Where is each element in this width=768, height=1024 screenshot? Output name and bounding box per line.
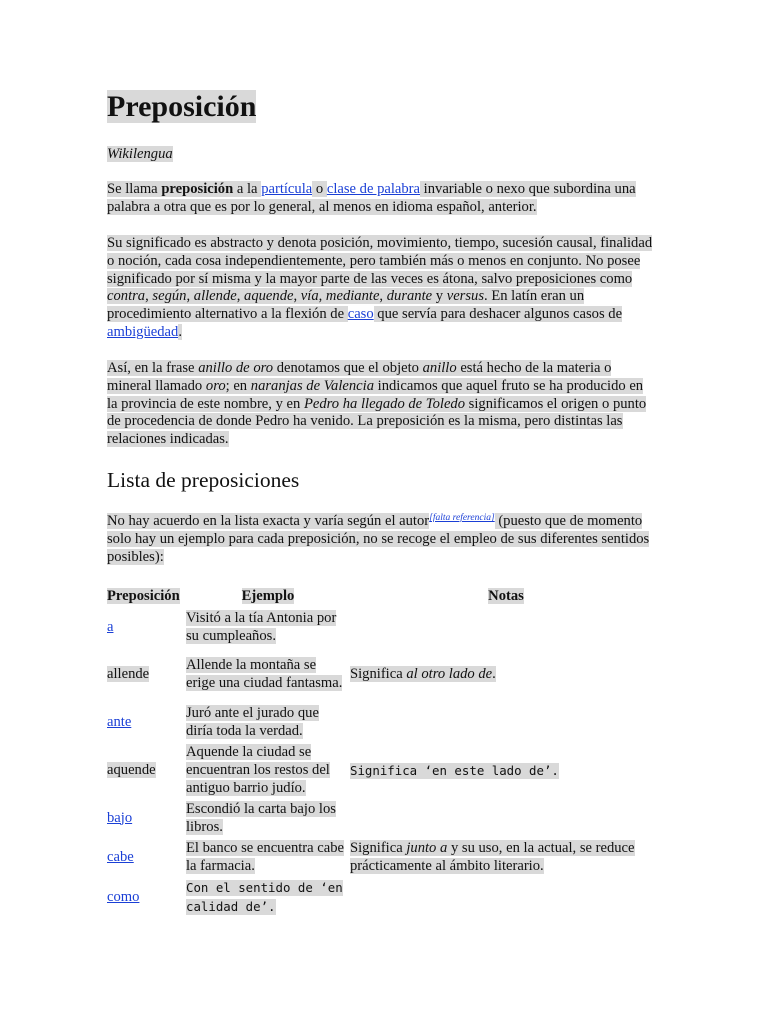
example-text: Con el sentido de ‘en calidad de’. (186, 880, 343, 914)
header-ejemplo: Ejemplo (241, 588, 295, 605)
examples-paragraph: Así, en la frase anillo de oro denotamos que el objeto anillo está hecho de la materia o mineral llamado oro; en naranjas de Valencia indicamos que aquel fruto se ha producido en la provincia de este nombre, y en Pedro ha llegado de Toledo significamos el origen o punto de procedencia de donde Pedro ha venido. La preposición es la misma, pero distintas las relaciones indicadas. (107, 360, 647, 448)
table-row (107, 608, 662, 647)
table-row (107, 878, 662, 918)
table-row (107, 703, 662, 743)
term-preposicion: preposición (161, 181, 234, 197)
example-text: Escondió la carta bajo los libros. (186, 800, 336, 835)
table-row (107, 838, 662, 878)
source-subtitle: Wikilengua (107, 146, 173, 162)
prep-link-cabe[interactable]: cabe (107, 849, 134, 866)
example-text: Juró ante el jurado que diría toda la verdad. (186, 705, 319, 739)
prep-text-allende: allende (107, 666, 150, 683)
prep-link-bajo[interactable]: bajo (107, 809, 133, 826)
example-text: El banco se encuentra cabe la farmacia. (186, 840, 345, 874)
header-notas: Notas (488, 588, 524, 605)
page-title: Preposición (107, 90, 257, 123)
meaning-paragraph: Su significado es abstracto y denota posición, movimiento, tiempo, sucesión causal, finalidad o noción, cada cosa independientemente, pero también más o menos en conjunto. No posee significado por sí misma y la mayor parte de las veces es átona, salvo preposiciones como contra, según, allende, aquende, vía, mediante, durante y versus. En latín eran un procedimiento alternativo a la flexión de caso que servía para deshacer algunos casos de ambigüedad. (107, 235, 653, 340)
link-caso[interactable]: caso (347, 306, 374, 323)
example-text: Allende la montaña se erige una ciudad fantasma. (186, 657, 343, 691)
intro-paragraph: Se llama preposición a la partícula o clase de palabra invariable o nexo que subordina una palabra a otra que es por lo general, al menos en idioma español, anterior. (107, 181, 636, 215)
prepositions-table (107, 586, 662, 918)
list-intro-paragraph: No hay acuerdo en la lista exacta y varía según el autor[falta referencia] (puesto que de momento solo hay un ejemplo para cada preposición, no se recoge el empleo de sus diferentes sentidos posibles): (107, 513, 650, 565)
table-row (107, 799, 662, 838)
note-text: Significa junto a y su uso, en la actual, se reduce prácticamente al ámbito literario. (350, 840, 635, 874)
example-text: Aquende la ciudad se encuentran los restos del antiguo barrio judío. (186, 744, 330, 796)
example-text: Visitó a la tía Antonia por su cumpleaños. (186, 609, 337, 644)
table-row (107, 743, 662, 799)
section-heading-lista: Lista de preposiciones (107, 468, 300, 492)
table-row (107, 647, 662, 703)
prep-link-a[interactable]: a (107, 618, 114, 635)
table-header-row (107, 586, 662, 608)
link-clase-de-palabra[interactable]: clase de palabra (326, 181, 421, 197)
header-preposicion: Preposición (107, 588, 180, 605)
link-ambiguedad[interactable]: ambigüedad (107, 323, 179, 340)
prep-link-ante[interactable]: ante (107, 714, 132, 731)
link-particula[interactable]: partícula (261, 181, 313, 197)
citation-needed-link[interactable]: [falta referencia] (429, 513, 495, 523)
prep-text-aquende: aquende (107, 762, 156, 779)
prep-link-como[interactable]: como (107, 889, 140, 906)
note-text: Significa al otro lado de. (350, 666, 496, 683)
note-text: Significa ‘en este lado de’. (350, 762, 559, 778)
